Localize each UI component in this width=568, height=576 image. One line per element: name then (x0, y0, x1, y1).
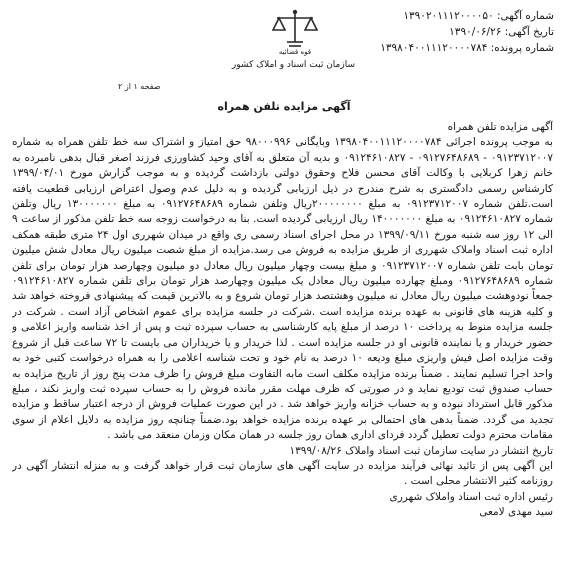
ad-number: شماره آگهی: ۱۳۹۰۲۰۱۱۱۲۰۰۰۰۵۰ (403, 10, 554, 22)
body-main-paragraph: به موجب پرونده اجرائی ۱۳۹۸۰۴۰۰۱۱۱۲۰۰۰۰۷۸۴ وبایگانی ۹۸۰۰۰۹۹۶ حق امتیاز و اشتراک سه خط تلفن همراه به شماره ۰۹۱۲۳۷۱۲۰۰۷ - ۰۹۱۲۷۶۴۸۶۸۹ - ۰۹۱۲۴۶۱۰۸۲۷ و بدیه آن متعلق به آقای وحید کشاورزی فرزند اصغر قبال بدهی نامبرده به خانم زهرا کربلایی با وکالت آقای محسن فلاح وحقوق دولتی بازداشت گردیده و به موجب گزارش مورخ ۱۳۹۹/۰۴/۰۱ کارشناس رسمی دادگستری به شرح مندرج در ذیل ارزیابی گردیده و به دلیل عدم وصول اعتراض ارزیابی قطعیت یافته است.تلفن شماره ۰۹۱۲۳۷۱۲۰۰۷ به مبلغ ۲۰۰۰۰۰۰۰۰ریال وتلفن شماره ۰۹۱۲۷۶۴۸۶۸۹ به مبلغ ۱۳۰۰۰۰۰۰۰ ریال وتلفن شماره ۰۹۱۲۴۶۱۰۸۲۷ به مبلغ ۱۴۰۰۰۰۰۰۰ ریال ارزیابی گردیده است. بنا به درخواست زوجه سه خط تلفن مذکور از ساعت ۹ الی ۱۲ روز سه شنبه مورخ ۱۳۹۹/۰۹/۱۱ در محل اجرای اسناد رسمی ری واقع در میدان شهرری اول ۲۴ متری طبقه همکف اداره ثبت اسناد واملاک شهرری از طریق مزایده به فروش می رسد.مزایده از مبلغ شصت میلیون ریال معادل شش میلیون تومان بابت تلفن شماره ۰۹۱۲۳۷۱۲۰۰۷ و مبلغ بیست وچهار میلیون ریال معادل دو میلیون وچهارصد هزار تومان برای تلفن شماره ۰۹۱۲۷۶۴۸۶۸۹ ومبلغ چهارده میلیون ریال معادل یک میلیون وچهارصد هزار تومان برای تلفن شماره ۰۹۱۲۴۶۱۰۸۲۷ جمعاً نودوهشت میلیون ریال معادل نه میلیون وهشتصد هزار تومان شروع و به بالاترین قیمت که پیشنهادی فروخته خواهد شد و کلیه هزینه های قانونی به عهده برنده مزایده است .شرکت در جلسه مزایده برای عموم اشخاص آزاد است . شرکت در جلسه مزایده منوط به پرداخت ۱۰ درصد از مبلغ پایه کارشناسی به حساب سپرده ثبت و پس از اخذ شناسه واریز اعلامی و حضور خریدار و یا نماینده قانونی او در جلسه مزایده است . لذا خریدار و یا خریداران می بایست تا ۷۲ ساعت قبل از شروع وقت مزایده اصل فیش واریزی مبلغ ودیعه ۱۰ درصد به نام خود و تحت شناسه اعلامی را به همراه درخواست کتبی خود به واحد اجرا تسلیم نمایند . ضمناً برنده مزایده مکلف است مابه التفاوت مبلغ فروش را ظرف مدت پنج روز از تاریخ مزایده به حساب صندوق ثبت تودیع نماید و در صورتی که ظرف مهلت مقرر مانده فروش را به حساب سپرده ثبت واریز نکند ، مبلغ مذکور قابل استرداد نبوده و به حساب خزانه واریز خواهد شد . در این صورت عملیات فروش از درجه اعتبار ساقط و مزایده تجدید می گردد. ضمناً بدهی های احتمالی بر عهده برنده مزایده خواهد بود.ضمناً چنانچه روز مزایده به دلایل اعلام از سوی مقامات محترم دولت تعطیل گردد فردای اداری همان روز جلسه در همان مکان وزمان منعقد می باشد . (12, 136, 553, 442)
notice-metadata (354, 8, 554, 56)
notice-title: آگهی مزایده تلفن همراه (217, 100, 351, 113)
scales-emblem-icon (267, 8, 323, 48)
case-number: شماره پرونده: ۱۳۹۸۰۴۰۰۱۱۱۲۰۰۰۰۷۸۴ (380, 42, 554, 54)
signatory-title: رئیس اداره ثبت اسناد واملاک شهرری (389, 490, 553, 503)
signatory-name: سید مهدی لامعی (479, 506, 553, 519)
organization-name: سازمان ثبت اسناد و املاک کشور (231, 60, 355, 70)
judiciary-name: قوه قضائیه (278, 48, 312, 56)
document-header (0, 0, 568, 100)
notice-body (12, 120, 553, 570)
registry-logo (231, 8, 355, 83)
publication-note: این آگهی پس از تائید نهائی فرآیند مزایده در سایت آگهی های سازمان ثبت قرار خواهد گرفت و به منزله انتشار آگهی در روزنامه کثیر الانتشار محلی است . (12, 459, 553, 488)
ad-date: تاریخ آگهی: ۱۳۹۰/۰۶/۲۶ (449, 26, 554, 38)
body-heading: آگهی مزایده تلفن همراه (447, 121, 553, 133)
publication-date: تاریخ انتشار در سایت سازمان ثبت اسناد واملاک ۱۳۹۹/۰۸/۲۶ (289, 444, 553, 457)
page-number: صفحه ۱ از ۲ (118, 82, 161, 91)
